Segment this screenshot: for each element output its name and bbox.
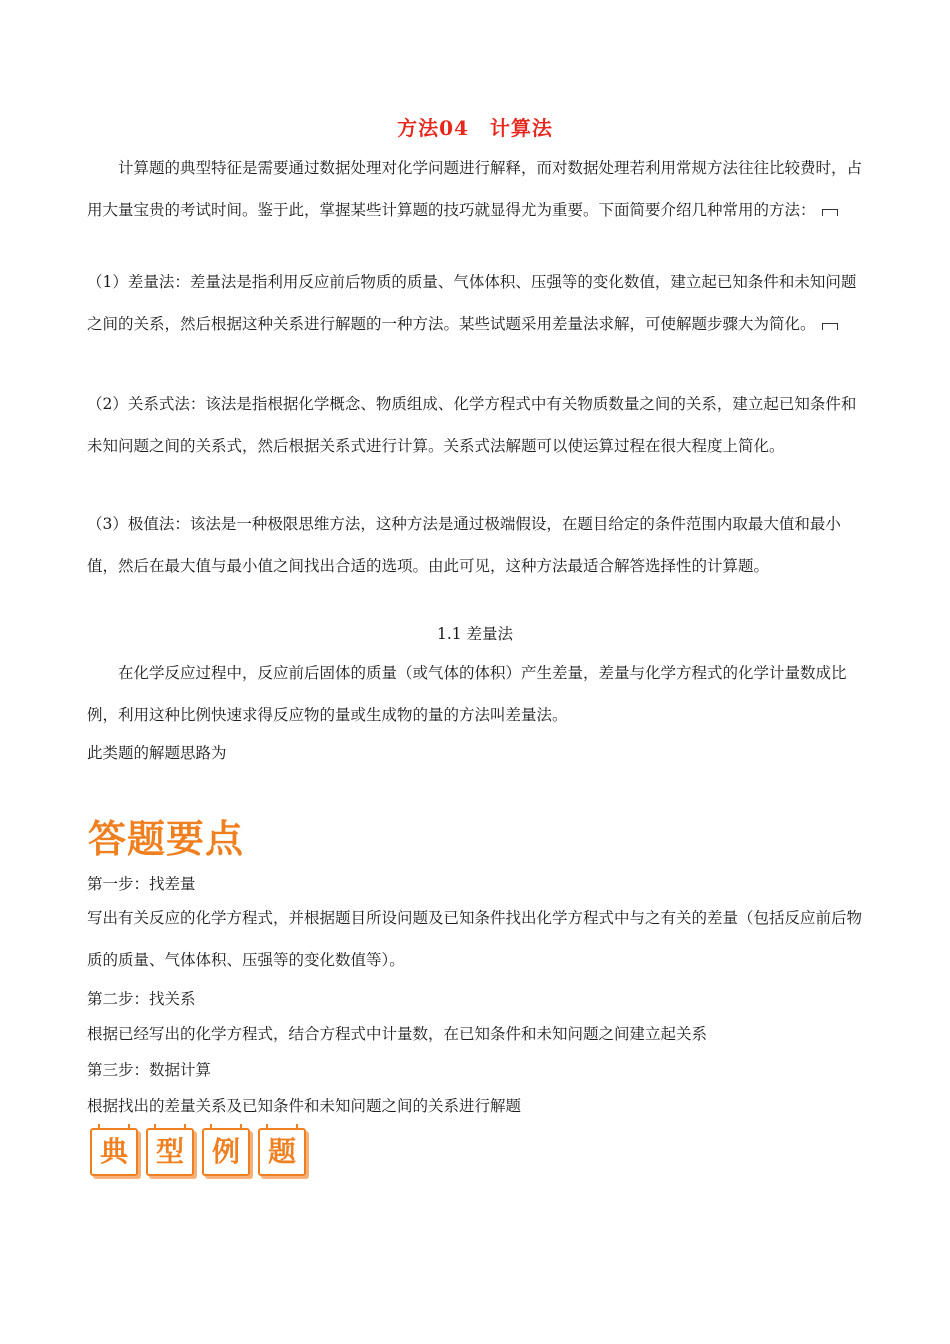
method-1-paragraph — [87, 261, 865, 345]
badge-tile — [202, 1128, 250, 1176]
method-1-text: （1）差量法：差量法是指利用反应前后物质的质量、气体体积、压强等的变化数值，建立起已知条件和未知问题之间的关系，然后根据这种关系进行解题的一种方法。某些试题采用差量法求解，可使解题步骤大为简化。 — [87, 273, 857, 333]
answer-points-badge — [88, 808, 244, 863]
badge-tile — [146, 1128, 194, 1176]
badge-tile — [90, 1128, 138, 1176]
typical-example-badge — [90, 1128, 306, 1176]
badge-tile — [258, 1128, 306, 1176]
method-2-paragraph: （2）关系式法：该法是指根据化学概念、物质组成、化学方程式中有关物质数量之间的关系，建立起已知条件和未知问题之间的关系式，然后根据关系式进行计算。关系式法解题可以使运算过程在很大程度上简化。 — [87, 395, 857, 455]
edit-mark-icon — [822, 323, 838, 330]
edit-mark-icon — [822, 209, 838, 216]
method-3-paragraph: （3）极值法：该法是一种极限思维方法，这种方法是通过极端假设，在题目给定的条件范围内取最大值和最小值，然后在最大值与最小值之间找出合适的选项。由此可见，这种方法最适合解答选择性的计算题。 — [87, 515, 841, 575]
step-2-title: 第二步：找关系 — [87, 990, 196, 1008]
intro-text: 计算题的典型特征是需要通过数据处理对化学问题进行解释，而对数据处理若利用常规方法往往比较费时，占用大量宝贵的考试时间。鉴于此，掌握某些计算题的技巧就显得尤为重要。下面简要介绍几种常用的方法： — [87, 159, 863, 219]
badge-char: 题 — [267, 1135, 296, 1168]
badge-char: 典 — [99, 1135, 128, 1168]
intro-paragraph — [87, 147, 865, 231]
section-lead: 此类题的解题思路为 — [87, 744, 227, 762]
badge-char: 型 — [155, 1135, 184, 1168]
step-1-title: 第一步：找差量 — [87, 875, 196, 893]
section-heading: 1.1 差量法 — [436, 625, 514, 643]
step-1-text: 写出有关反应的化学方程式，并根据题目所设问题及已知条件找出化学方程式中与之有关的差量（包括反应前后物质的质量、气体体积、压强等的变化数值等）。 — [87, 909, 863, 969]
step-2-text: 根据已经写出的化学方程式，结合方程式中计量数，在已知条件和未知问题之间建立起关系 — [87, 1025, 708, 1043]
step-3-title: 第三步：数据计算 — [87, 1061, 212, 1079]
section-paragraph: 在化学反应过程中，反应前后固体的质量（或气体的体积）产生差量，差量与化学方程式的化学计量数成比例，利用这种比例快速求得反应物的量或生成物的量的方法叫差量法。 — [87, 664, 847, 724]
badge-char: 例 — [211, 1135, 240, 1168]
page-title: 方法04 计算法 — [397, 116, 553, 140]
step-3-text: 根据找出的差量关系及已知条件和未知问题之间的关系进行解题 — [87, 1097, 522, 1115]
answer-points-label: 答题要点 — [88, 817, 245, 861]
